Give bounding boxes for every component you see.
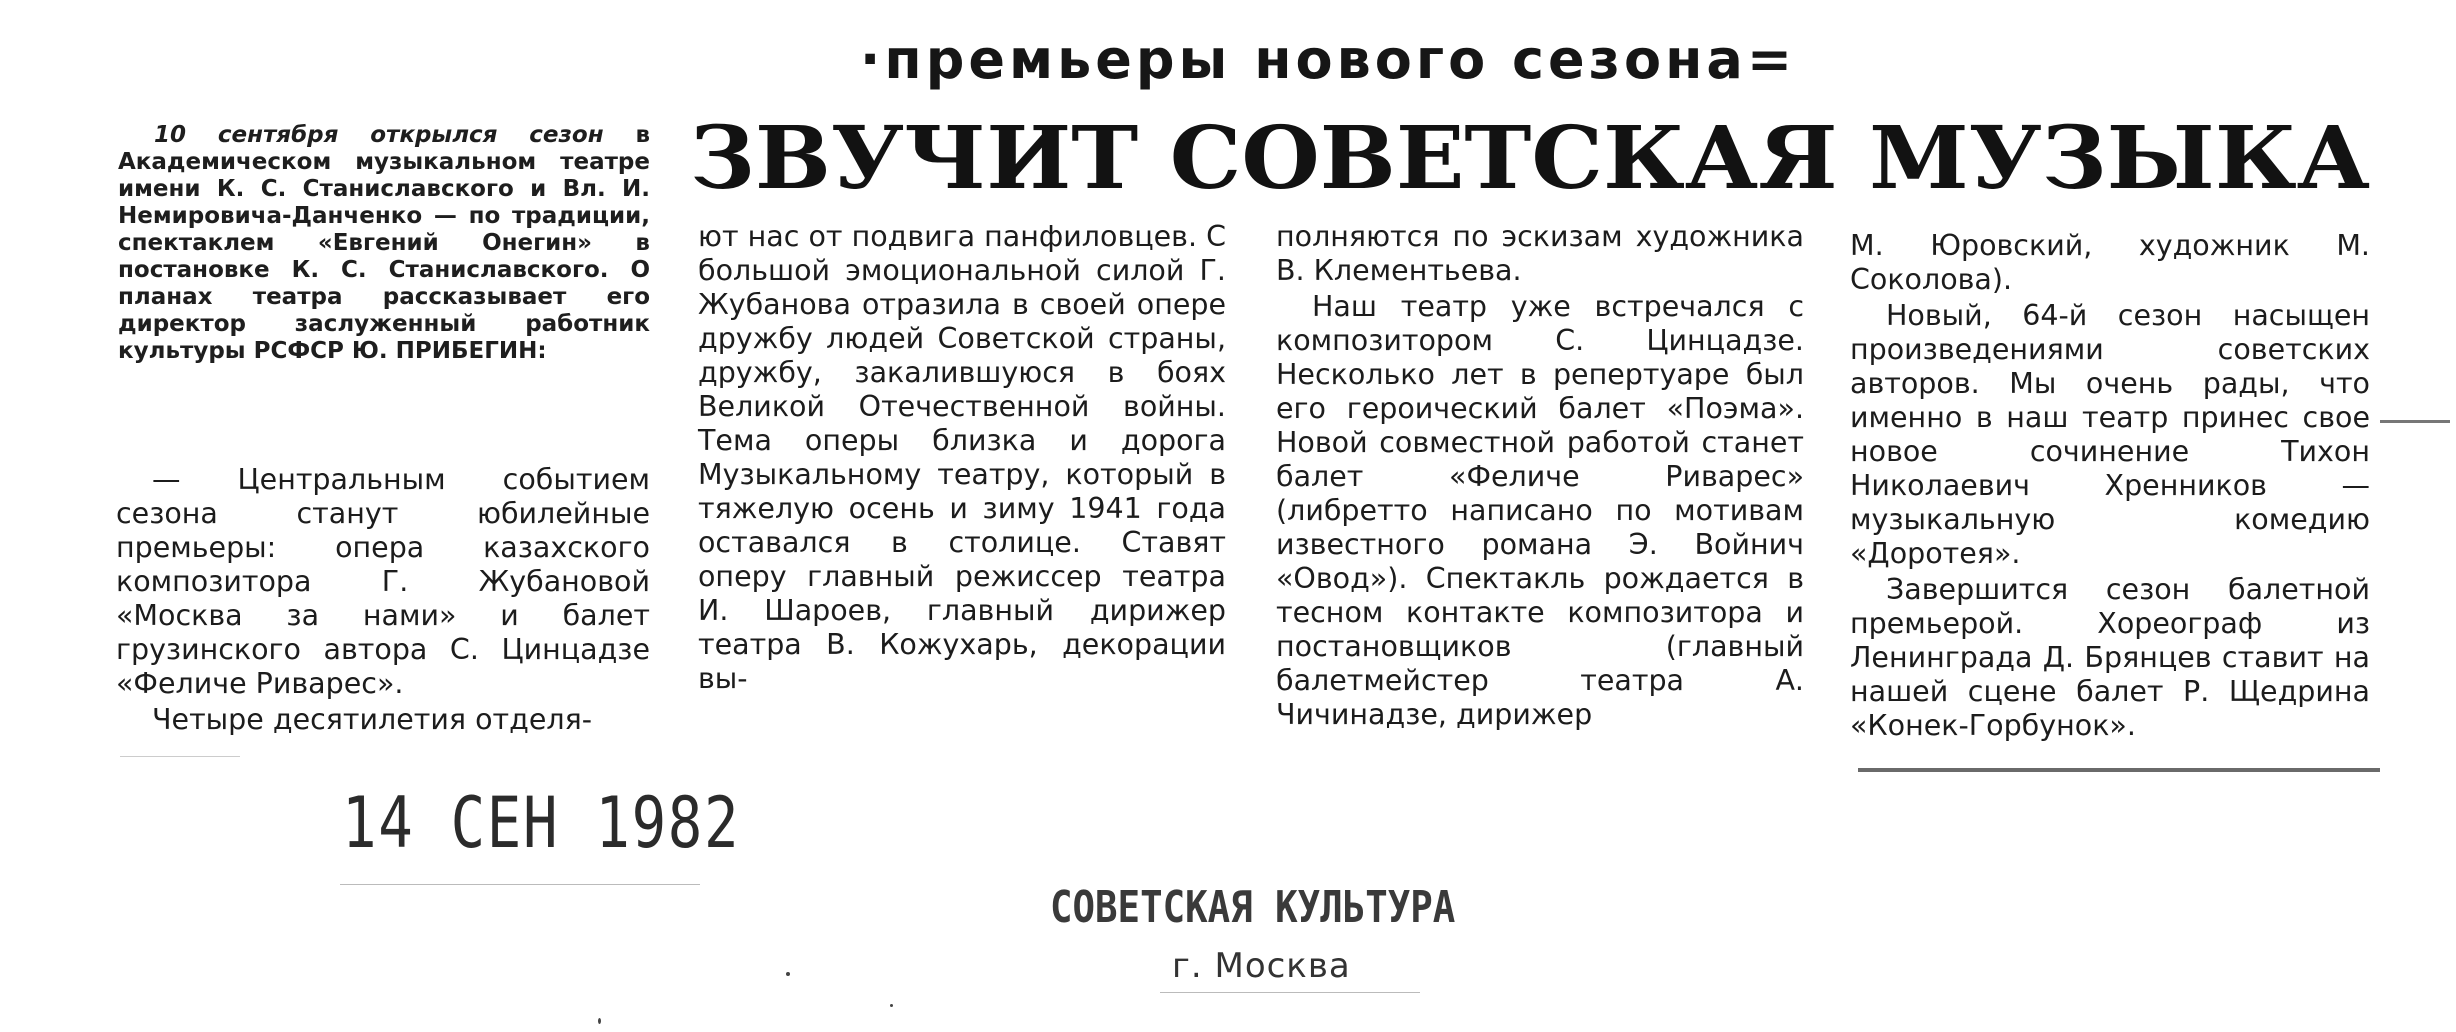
paragraph: Новый, 64-й сезон насыщен произведениями советских авторов. Мы очень рады, что именно в наш театр принес свое новое сочинение Тихон Николаевич Хренников — музыкальную комедию «Доротея». (1850, 299, 2370, 570)
speck (598, 1018, 601, 1024)
source-title: СОВЕТСКАЯ КУЛЬТУРА (1050, 882, 1456, 933)
speck (890, 1004, 893, 1007)
separator-line (2380, 420, 2450, 423)
paragraph: полняются по эскизам художника В. Клементьева. (1276, 220, 1804, 287)
lead-paragraph (118, 122, 650, 365)
speck (786, 972, 790, 976)
paragraph: — Центральным событием сезона станут юбилейные премьеры: опера казахского композитора Г. Жубановой «Москва за нами» и балет грузинского автора С. Цинцадзе «Феличе Риварес». (116, 463, 650, 700)
headline (690, 107, 2370, 209)
rubric-lead-dot: · (859, 28, 885, 91)
lead-text: в Академическом музыкальном театре имени К. С. Станиславского и Вл. И. Немировича-Данченко — по традиции, спектаклем «Евгений Онегин» в постановке К. С. Станиславского. О планах театра рассказывает его директор заслуженный работник культуры РСФСР Ю. ПРИБЕГИН: (118, 122, 650, 364)
source-city: г. Москва (1172, 946, 1351, 986)
rubric-text: премьеры нового сезона (884, 28, 1747, 91)
separator-line (1858, 768, 2380, 772)
separator-line (120, 756, 240, 757)
column-2 (698, 220, 1226, 696)
column-3 (1276, 220, 1804, 732)
column-4 (1850, 229, 2370, 743)
paragraph: Завершится сезон балетной премьерой. Хореограф из Ленинграда Д. Брянцев ставит на нашей сцене балет Р. Щедрина «Конек-Горбунок». (1850, 573, 2370, 742)
paragraph: Четыре десятилетия отделя- (152, 703, 593, 736)
rubric-tail: = (1746, 28, 1797, 91)
date-stamp: 14 СЕН 1982 (342, 782, 741, 864)
paragraph: Наш театр уже встречался с композитором С. Цинцадзе. Несколько лет в репертуаре был его героический балет «Поэма». Новой совместной работой станет балет «Феличе Риварес» (либретто написано по мотивам известного романа Э. Войнич «Овод»). Спектакль рождается в тесном контакте композитора и постановщиков (главный балетмейстер театра А. Чичинадзе, дирижер (1276, 290, 1804, 731)
separator-line (340, 884, 700, 885)
paragraph: ют нас от подвига панфиловцев. С большой эмоциональной силой Г. Жубанова отразила в своей опере дружбу людей Советской страны, дружбу, закалившуюся в боях Великой Отечественной войны. Тема оперы близка и дорога Музыкальному театру, который в тяжелую осень и зиму 1941 года оставался в столице. Ставят оперу главный режиссер театра И. Шароев, главный дирижер театра В. Кожухарь, декорации вы- (698, 220, 1226, 695)
separator-line (1160, 992, 1420, 993)
paragraph: М. Юровский, художник М. Соколова). (1850, 229, 2370, 296)
headline-word-3: МУЗЫКА (1869, 107, 2370, 209)
lead-date: 10 сентября открылся сезон (154, 122, 604, 148)
column-1 (116, 463, 650, 737)
headline-word-2: СОВЕТСКАЯ (1169, 107, 1838, 209)
rubric (0, 28, 2456, 91)
headline-word-1: ЗВУЧИТ (690, 107, 1139, 209)
